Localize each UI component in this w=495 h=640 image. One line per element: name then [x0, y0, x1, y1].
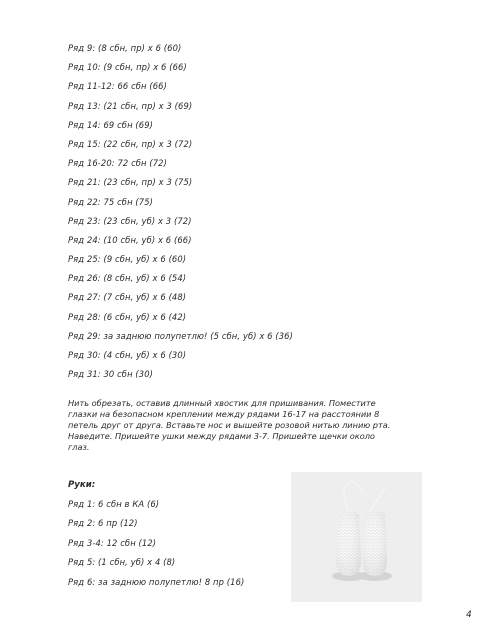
pattern-row: Ряд 16-20: 72 сбн (72): [68, 158, 167, 169]
crocheted-arm-right: [363, 511, 387, 576]
pattern-row: Ряд 21: (23 сбн, пр) х 3 (75): [68, 177, 193, 188]
crocheted-arms-image: [291, 472, 422, 602]
arm-pattern-row: Ряд 5: (1 сбн, уб) х 4 (8): [68, 557, 176, 568]
pattern-row: Ряд 31: 30 сбн (30): [68, 369, 153, 380]
pattern-row: Ряд 10: (9 сбн, пр) х 6 (66): [68, 62, 187, 73]
arms-section-title: Руки:: [68, 480, 96, 490]
arm-pattern-rows: [68, 498, 288, 595]
page-number: 4: [466, 610, 472, 620]
yarn-tail: [370, 488, 385, 512]
arm-pattern-row: Ряд 2: 6 пр (12): [68, 518, 138, 529]
pattern-row: Ряд 22: 75 сбн (75): [68, 196, 153, 207]
pattern-row: Ряд 23: (23 сбн, уб) х 3 (72): [68, 215, 192, 226]
arm-pattern-row: Ряд 3-4: 12 сбн (12): [68, 537, 157, 548]
crocheted-arm-left: [336, 511, 361, 576]
pattern-row: Ряд 24: (10 сбн, уб) х 6 (66): [68, 234, 192, 245]
yarn-tail: [344, 482, 363, 512]
pattern-rows: [68, 42, 398, 387]
pattern-row: Ряд 30: (4 сбн, уб) х 6 (30): [68, 350, 187, 360]
finishing-instructions: Нить обрезать, оставив длинный хвостик для пришивания. Поместите глазки на безопасном креплении между рядами 16-17 на расстоянии 8 петель друг от друга. Вставьте нос и вышейте розовой нитью линию рта. Наведите. Пришейте ушки между рядами 3-7. Пришейте щечки около глаз.: [68, 398, 391, 452]
pattern-row: Ряд 9: (8 сбн, пр) х 6 (60): [68, 43, 182, 53]
pattern-row: Ряд 25: (9 сбн, уб) х 6 (60): [68, 254, 187, 265]
crocheted-arms-photo: [291, 472, 422, 602]
arm-pattern-row: Ряд 6: за заднюю полупетлю! 8 пр (16): [68, 576, 245, 587]
pattern-row: Ряд 11-12: 66 сбн (66): [68, 81, 167, 92]
pattern-row: Ряд 13: (21 сбн, пр) х 3 (69): [68, 100, 193, 111]
arm-pattern-row: Ряд 1: 6 сбн в КА (6): [68, 499, 160, 509]
pattern-row: Ряд 29: за заднюю полупетлю! (5 сбн, уб) х 6 (36): [68, 330, 293, 341]
pattern-row: Ряд 14: 69 сбн (69): [68, 119, 153, 130]
pattern-row: Ряд 27: (7 сбн, уб) х 6 (48): [68, 292, 187, 303]
pattern-row: Ряд 28: (6 сбн, уб) х 6 (42): [68, 311, 187, 322]
pattern-row: Ряд 26: (8 сбн, уб) х 6 (54): [68, 273, 187, 284]
pattern-row: Ряд 15: (22 сбн, пр) х 3 (72): [68, 138, 193, 149]
